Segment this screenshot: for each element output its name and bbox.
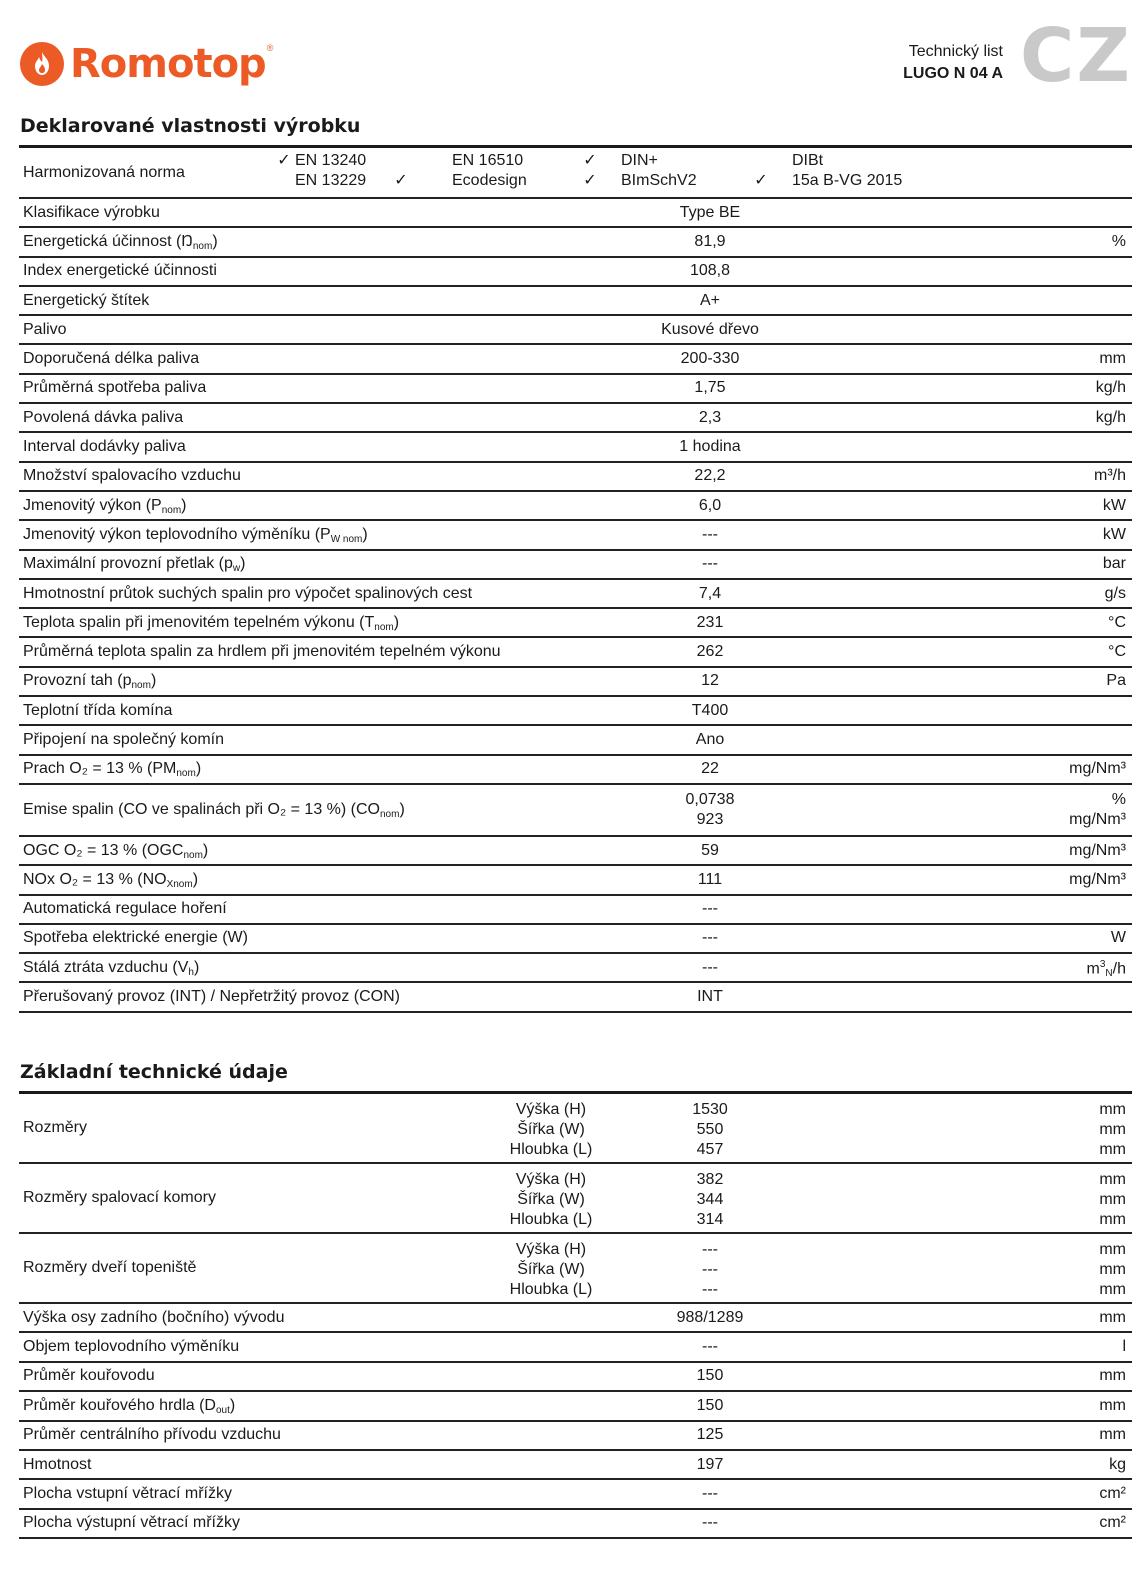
row-value: 12 xyxy=(701,672,719,690)
row-unit: kg/h xyxy=(1095,379,1126,397)
label-subscript: W nom xyxy=(330,533,363,545)
row-label: Doporučená délka paliva xyxy=(23,350,200,368)
row-label: Jmenovitý výkon (Pnom) xyxy=(23,496,187,516)
dimension-unit: mm xyxy=(1099,1101,1126,1118)
row-label: Spotřeba elektrické energie (W) xyxy=(23,929,248,947)
value-line: 923 xyxy=(696,810,724,828)
table-row xyxy=(19,1304,1132,1333)
table-row xyxy=(19,580,1132,609)
norm-item: DIBt xyxy=(792,152,824,169)
row-value: Type BE xyxy=(679,203,741,221)
row-label: Energetická účinnost (Ŋnom) xyxy=(23,232,218,252)
label-subscript: out xyxy=(215,1404,230,1416)
norm-item: EN 16510 xyxy=(452,152,524,169)
table-row xyxy=(19,316,1132,345)
row-unit: mm xyxy=(1099,1367,1126,1385)
checkmark-icon: ✓ xyxy=(394,172,408,189)
table-row xyxy=(19,1392,1132,1421)
row-value: Kusové dřevo xyxy=(661,320,759,338)
row-value: --- xyxy=(702,525,718,543)
dimension-value: --- xyxy=(702,1241,718,1258)
label-subscript: Xnom xyxy=(166,878,193,890)
row-unit: mg/Nm³ xyxy=(1069,760,1126,778)
dimension-unit: mm xyxy=(1099,1171,1126,1188)
row-label: Hmotnostní průtok suchých spalin pro výpočet spalinových cest xyxy=(23,584,473,602)
row-value: 231 xyxy=(696,613,724,631)
norm-item: Ecodesign xyxy=(452,172,527,189)
label-subscript: w xyxy=(232,563,241,575)
row-label: Průměrná teplota spalin za hrdlem při jmenovitém tepelném výkonu xyxy=(23,643,501,661)
row-label: Klasifikace výrobku xyxy=(23,203,160,221)
table-row xyxy=(19,199,1132,228)
row-label: Průměr centrálního přívodu vzduchu xyxy=(23,1426,281,1444)
table-row xyxy=(19,983,1132,1012)
declared-properties-table xyxy=(19,145,1132,1013)
dimension-row xyxy=(19,1094,1132,1164)
checkmark-icon: ✓ xyxy=(277,152,291,169)
row-value: 111 xyxy=(697,870,723,888)
row-value: --- xyxy=(702,555,718,573)
row-value: Ano xyxy=(695,730,725,748)
norm-item: 15a B-VG 2015 xyxy=(792,172,903,189)
norm-label: Harmonizovaná norma xyxy=(23,163,185,181)
row-unit: kW xyxy=(1102,525,1126,543)
label-subscript: nom xyxy=(192,240,213,252)
row-label: Provozní tah (pnom) xyxy=(23,672,157,692)
row-label: Průměr kouřovodu xyxy=(23,1367,155,1385)
row-label: Objem teplovodního výměníku xyxy=(23,1338,240,1356)
row-value: 988/1289 xyxy=(676,1308,744,1326)
table-row xyxy=(19,896,1132,925)
brand-logo xyxy=(20,40,273,88)
norm-grid xyxy=(255,151,905,193)
row-label: Energetický štítek xyxy=(23,291,150,309)
row-value: 59 xyxy=(701,841,719,859)
row-label: Plocha výstupní větrací mřížky xyxy=(23,1514,240,1532)
row-label: Emise spalin (CO ve spalinách při O₂ = 13 %) (COnom) xyxy=(23,800,405,820)
row-label: Průměrná spotřeba paliva xyxy=(23,379,207,397)
table-row xyxy=(19,1510,1132,1539)
dimension-axis: Šířka (W) xyxy=(517,1121,585,1138)
dimension-unit: mm xyxy=(1099,1141,1126,1158)
dimension-value: 457 xyxy=(696,1141,724,1158)
row-unit: °C xyxy=(1108,613,1126,631)
brand-name: Romotop xyxy=(70,41,266,87)
row-value: INT xyxy=(697,988,723,1006)
label-subscript: nom xyxy=(161,504,182,516)
table-row xyxy=(19,837,1132,866)
row-label: Index energetické účinnosti xyxy=(23,262,217,280)
dimension-value: --- xyxy=(702,1261,718,1278)
row-value: 1,75 xyxy=(694,379,726,397)
row-value: 108,8 xyxy=(689,262,731,280)
row-value: 2,3 xyxy=(698,408,722,426)
label-subscript: nom xyxy=(374,621,394,633)
row-unit: cm² xyxy=(1099,1485,1126,1503)
country-code: CZ xyxy=(1020,13,1132,99)
row-value: --- xyxy=(702,1338,718,1356)
unit-line: % xyxy=(1111,790,1126,808)
row-label: Hmotnost xyxy=(23,1455,92,1473)
model-name: LUGO N 04 A xyxy=(903,65,1003,82)
dimension-axis: Výška (H) xyxy=(515,1101,587,1118)
doc-info xyxy=(903,41,1003,85)
row-label: Plocha vstupní větrací mřížky xyxy=(23,1485,232,1503)
section-title-technical: Základní technické údaje xyxy=(20,1061,288,1083)
row-unit: g/s xyxy=(1104,584,1126,602)
row-unit: cm² xyxy=(1099,1514,1126,1532)
dimension-axis: Hloubka (L) xyxy=(509,1281,593,1298)
row-unit: mg/Nm³ xyxy=(1069,841,1126,859)
dimension-axis: Hloubka (L) xyxy=(509,1141,593,1158)
table-row xyxy=(19,925,1132,954)
row-value: --- xyxy=(702,1485,718,1503)
norm-item: EN 13240 xyxy=(295,152,367,169)
table-row xyxy=(19,521,1132,550)
table-row xyxy=(19,638,1132,667)
row-value: 22 xyxy=(701,760,719,778)
label-subscript: nom xyxy=(183,849,203,861)
row-label: Prach O₂ = 13 % (PMnom) xyxy=(23,760,202,780)
norm-item: BImSchV2 xyxy=(621,172,697,189)
dimension-unit: mm xyxy=(1099,1191,1126,1208)
row-value: 262 xyxy=(696,643,724,661)
row-value xyxy=(610,790,810,830)
table-row xyxy=(19,1363,1132,1392)
row-unit: mg/Nm³ xyxy=(1069,870,1126,888)
row-unit: $m^3N/h$ xyxy=(1086,958,1126,979)
row-label: Výška osy zadního (bočního) vývodu xyxy=(23,1308,285,1326)
row-label: Povolená dávka paliva xyxy=(23,408,184,426)
row-label: OGC O₂ = 13 % (OGCnom) xyxy=(23,841,209,861)
table-row xyxy=(19,375,1132,404)
table-row xyxy=(19,463,1132,492)
row-label: Teplotní třída komína xyxy=(23,701,173,719)
row-unit: Pa xyxy=(1106,672,1126,690)
dimension-unit: mm xyxy=(1099,1261,1126,1278)
row-value: 200-330 xyxy=(680,350,740,368)
dimension-value: 344 xyxy=(696,1191,724,1208)
row-unit: mm xyxy=(1099,350,1126,368)
table-row xyxy=(19,287,1132,316)
table-row xyxy=(19,1333,1132,1362)
row-unit: kg/h xyxy=(1095,408,1126,426)
dimension-value: --- xyxy=(702,1281,718,1298)
row-label: Připojení na společný komín xyxy=(23,730,224,748)
row-value: 125 xyxy=(696,1426,724,1444)
row-label: Palivo xyxy=(23,320,67,338)
row-label: Množství spalovacího vzduchu xyxy=(23,467,241,485)
row-value: 150 xyxy=(696,1396,724,1414)
table-row xyxy=(19,609,1132,638)
row-value: 197 xyxy=(696,1455,724,1473)
row-value: 1 hodina xyxy=(679,438,741,456)
dimension-value: 550 xyxy=(696,1121,724,1138)
label-subscript: h xyxy=(188,966,194,978)
row-unit: l xyxy=(1122,1338,1126,1356)
dimension-axis: Výška (H) xyxy=(515,1241,587,1258)
row-label: Teplota spalin při jmenovitém tepelném výkonu (Tnom) xyxy=(23,613,400,633)
row-label: NOx O₂ = 13 % (NOXnom) xyxy=(23,870,199,890)
dimension-row xyxy=(19,1164,1132,1234)
checkmark-icon: ✓ xyxy=(583,152,597,169)
dimension-axis: Výška (H) xyxy=(515,1171,587,1188)
row-label: Automatická regulace hoření xyxy=(23,900,227,918)
registered-mark: ® xyxy=(266,43,274,53)
technical-data-table xyxy=(19,1091,1132,1539)
row-label: Jmenovitý výkon teplovodního výměníku (PW nom) xyxy=(23,525,368,545)
row-value: 150 xyxy=(696,1367,724,1385)
table-row xyxy=(19,228,1132,257)
dimension-value: 1530 xyxy=(692,1101,728,1118)
doc-type: Technický list xyxy=(908,43,1003,60)
label-subscript: nom xyxy=(380,808,400,820)
value-line: 0,0738 xyxy=(685,790,735,808)
table-row xyxy=(19,697,1132,726)
norm-row xyxy=(19,148,1132,199)
table-row xyxy=(19,551,1132,580)
table-row xyxy=(19,756,1132,785)
row-unit: kg xyxy=(1109,1455,1126,1473)
table-row xyxy=(19,1451,1132,1480)
checkmark-icon: ✓ xyxy=(754,172,768,189)
row-value: 6,0 xyxy=(698,496,722,514)
row-unit xyxy=(1069,790,1126,830)
row-label: Průměr kouřového hrdla (Dout) xyxy=(23,1396,236,1416)
row-value: --- xyxy=(702,958,718,976)
row-label: Rozměry spalovací komory xyxy=(23,1189,216,1206)
table-row xyxy=(19,1480,1132,1509)
row-unit: mm xyxy=(1099,1426,1126,1444)
dimension-unit: mm xyxy=(1099,1211,1126,1228)
row-value: --- xyxy=(702,900,718,918)
dimension-value: 314 xyxy=(696,1211,724,1228)
table-row xyxy=(19,785,1132,837)
dimension-axis: Šířka (W) xyxy=(517,1191,585,1208)
table-row xyxy=(19,345,1132,374)
row-unit: mm xyxy=(1099,1396,1126,1414)
row-label: Maximální provozní přetlak (pw) xyxy=(23,555,246,575)
dimension-axis: Šířka (W) xyxy=(517,1261,585,1278)
row-value: 22,2 xyxy=(694,467,726,485)
row-unit: W xyxy=(1110,929,1126,947)
row-unit: % xyxy=(1111,232,1126,250)
row-label: Rozměry dveří topeniště xyxy=(23,1259,197,1276)
row-value: --- xyxy=(702,929,718,947)
dimension-unit: mm xyxy=(1099,1241,1126,1258)
table-row xyxy=(19,492,1132,521)
table-row xyxy=(19,258,1132,287)
table-row xyxy=(19,433,1132,462)
row-value: --- xyxy=(702,1514,718,1532)
row-value: 7,4 xyxy=(698,584,722,602)
row-value: T400 xyxy=(691,701,729,719)
flame-icon xyxy=(20,42,64,86)
row-value: A+ xyxy=(699,291,720,309)
dimension-value: 382 xyxy=(696,1171,724,1188)
dimension-axis: Hloubka (L) xyxy=(509,1211,593,1228)
table-row xyxy=(19,668,1132,697)
checkmark-icon: ✓ xyxy=(583,172,597,189)
table-row xyxy=(19,404,1132,433)
row-label: Rozměry xyxy=(23,1119,88,1136)
dimension-row xyxy=(19,1234,1132,1304)
norm-item: EN 13229 xyxy=(295,172,367,189)
norm-item: DIN+ xyxy=(621,152,658,169)
row-label: Přerušovaný provoz (INT) / Nepřetržitý provoz (CON) xyxy=(23,988,400,1006)
row-label: Stálá ztráta vzduchu (Vh) xyxy=(23,958,200,978)
row-unit: kW xyxy=(1102,496,1126,514)
row-unit: bar xyxy=(1102,555,1126,573)
section-title-declared: Deklarované vlastnosti výrobku xyxy=(20,115,361,137)
row-unit: m³/h xyxy=(1094,467,1126,485)
row-unit: °C xyxy=(1108,643,1126,661)
unit-line: mg/Nm³ xyxy=(1069,810,1126,828)
row-value: 81,9 xyxy=(694,232,726,250)
dimension-unit: mm xyxy=(1099,1281,1126,1298)
dimension-unit: mm xyxy=(1099,1121,1126,1138)
table-row xyxy=(19,954,1132,983)
label-subscript: nom xyxy=(131,680,151,692)
row-label: Interval dodávky paliva xyxy=(23,438,186,456)
page-header xyxy=(0,0,1146,110)
table-row xyxy=(19,866,1132,895)
table-row xyxy=(19,1422,1132,1451)
table-row xyxy=(19,726,1132,755)
label-subscript: nom xyxy=(176,768,196,780)
row-unit: mm xyxy=(1099,1308,1126,1326)
